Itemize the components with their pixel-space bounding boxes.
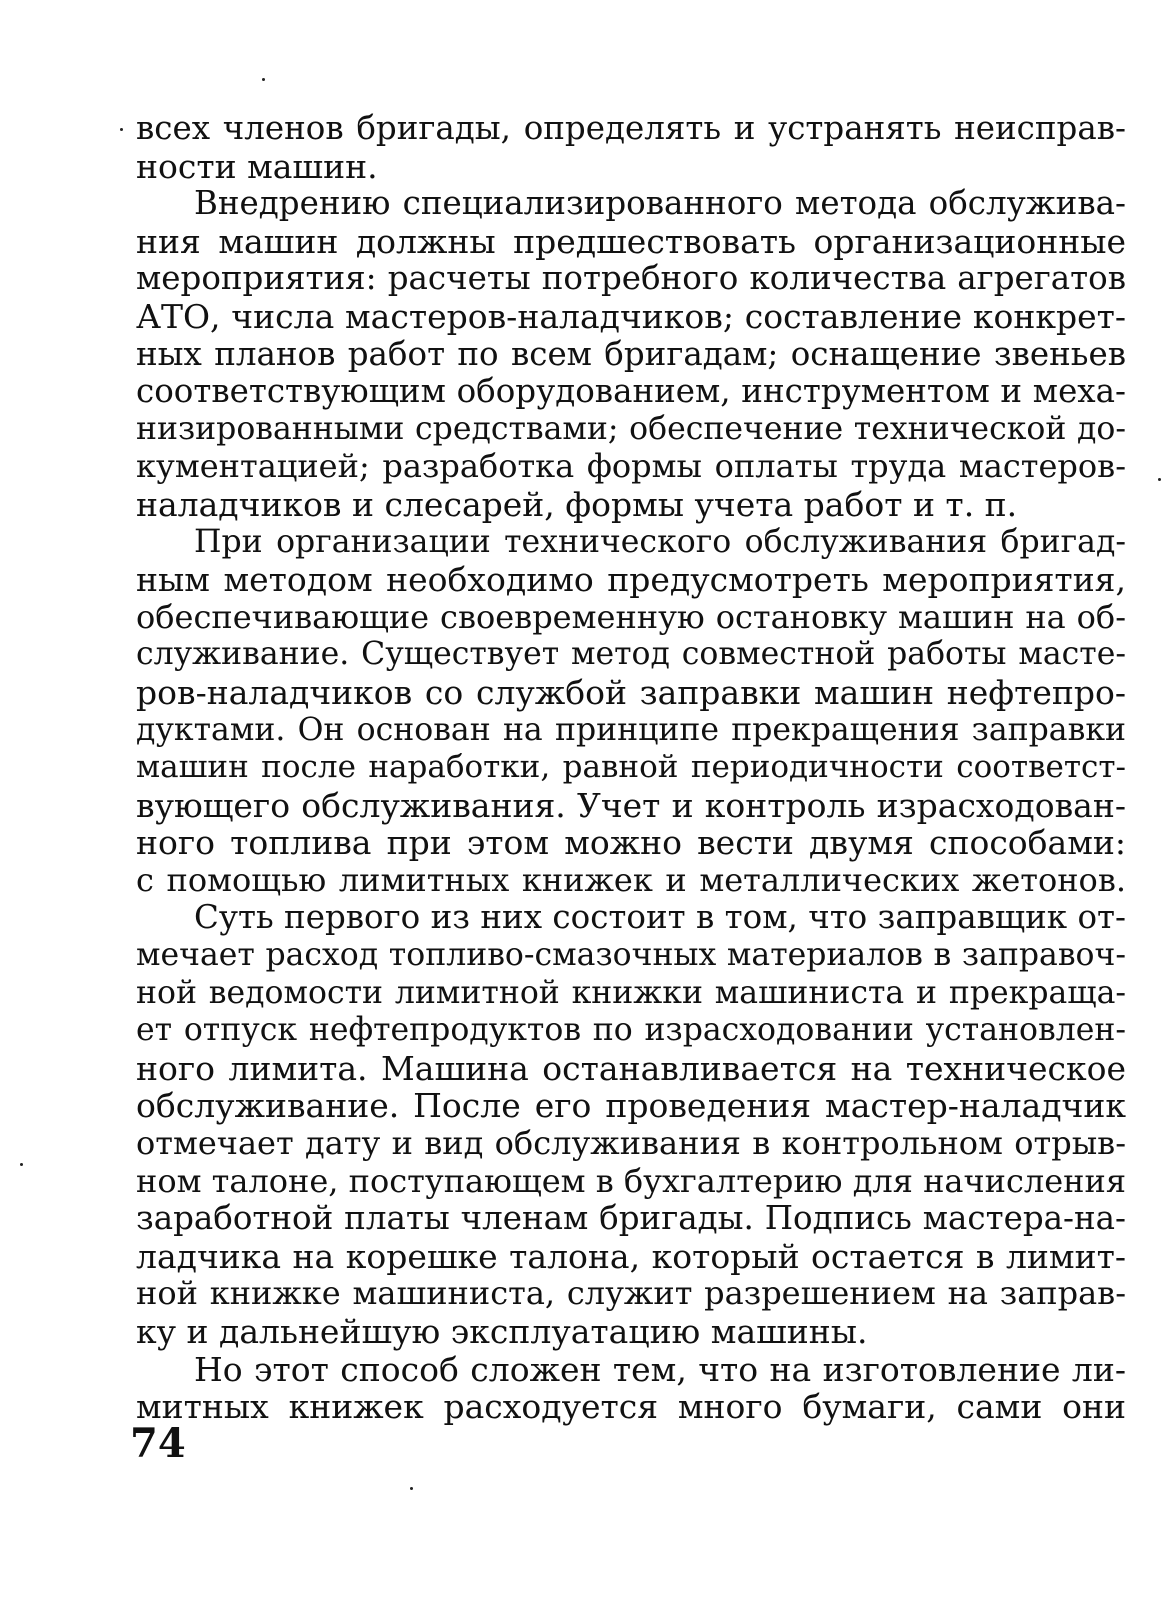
text-line: Но этот способ сложен тем, что на изготовление ли- xyxy=(194,1349,1126,1389)
text-line: соответствующим оборудованием, инструментом и меха- xyxy=(136,372,1126,411)
body-text xyxy=(136,110,1126,1426)
text-line: кументацией; разработка формы оплаты труда мастеров- xyxy=(136,447,1126,486)
text-line: всех членов бригады, определять и устранять неисправ- xyxy=(136,109,1126,147)
text-line: ния машин должны предшествовать организационные xyxy=(136,221,1126,261)
scan-speck xyxy=(120,128,123,131)
page-number: 74 xyxy=(130,1420,186,1467)
text-line: заработной платы членам бригады. Подпись мастера-на- xyxy=(136,1199,1126,1238)
text-line: При организации технического обслуживания бригад- xyxy=(194,523,1126,560)
text-line: вующего обслуживания. Учет и контроль израсходован- xyxy=(136,785,1126,825)
scan-speck xyxy=(20,1163,23,1166)
text-line: Внедрению специализированного метода обслужива- xyxy=(194,184,1126,223)
text-line: Суть первого из них состоит в том, что заправщик от- xyxy=(194,898,1126,937)
text-line: дуктами. Он основан на принципе прекращения заправки xyxy=(136,711,1126,748)
text-line: машин после наработки, равной периодичности соответст- xyxy=(136,749,1126,786)
text-line: наладчиков и слесарей, формы учета работ и т. п. xyxy=(136,484,1018,524)
text-line: АТО, числа мастеров-наладчиков; составление конкрет- xyxy=(136,296,1126,336)
text-line: ной книжке машиниста, служит разрешением на заправ- xyxy=(136,1274,1126,1313)
text-line: ным методом необходимо предусмотреть мероприятия, xyxy=(136,560,1126,600)
text-line: ности машин. xyxy=(136,146,378,186)
text-line: низированными средствами; обеспечение технической до- xyxy=(136,410,1126,447)
text-line: отмечает дату и вид обслуживания в контрольном отрыв- xyxy=(136,1124,1126,1163)
text-line: с помощью лимитных книжек и металлических жетонов. xyxy=(136,860,1126,899)
text-line: ной ведомости лимитной книжки машиниста и прекраща- xyxy=(136,974,1126,1011)
text-line: служивание. Существует метод совместной работы масте- xyxy=(136,636,1126,673)
text-line: митных книжек расходуется много бумаги, сами они xyxy=(136,1387,1126,1427)
text-line: ров-наладчиков со службой заправки машин нефтепро- xyxy=(136,672,1126,712)
text-line: ладчика на корешке талона, который остается в лимит- xyxy=(136,1236,1126,1276)
text-line: мероприятия: расчеты потребного количества агрегатов xyxy=(136,259,1126,298)
text-line: обеспечивающие своевременную остановку машин на об- xyxy=(136,597,1126,636)
text-line: ку и дальнейшую эксплуатацию машины. xyxy=(136,1312,868,1351)
text-line: мечает расход топливо-смазочных материалов в заправоч- xyxy=(136,937,1126,974)
scan-speck xyxy=(410,1487,413,1490)
scan-speck xyxy=(1158,478,1161,481)
text-line: ного топлива при этом можно вести двумя способами: xyxy=(136,823,1126,863)
text-line: обслуживание. После его проведения мастер-наладчик xyxy=(136,1086,1126,1126)
scan-speck xyxy=(262,78,265,81)
text-line: ет отпуск нефтепродуктов по израсходовании установлен- xyxy=(136,1012,1126,1049)
text-line: ных планов работ по всем бригадам; оснащение звеньев xyxy=(136,334,1126,373)
text-line: ном талоне, поступающем в бухгалтерию для начисления xyxy=(136,1161,1126,1200)
text-line: ного лимита. Машина останавливается на техническое xyxy=(136,1048,1126,1088)
